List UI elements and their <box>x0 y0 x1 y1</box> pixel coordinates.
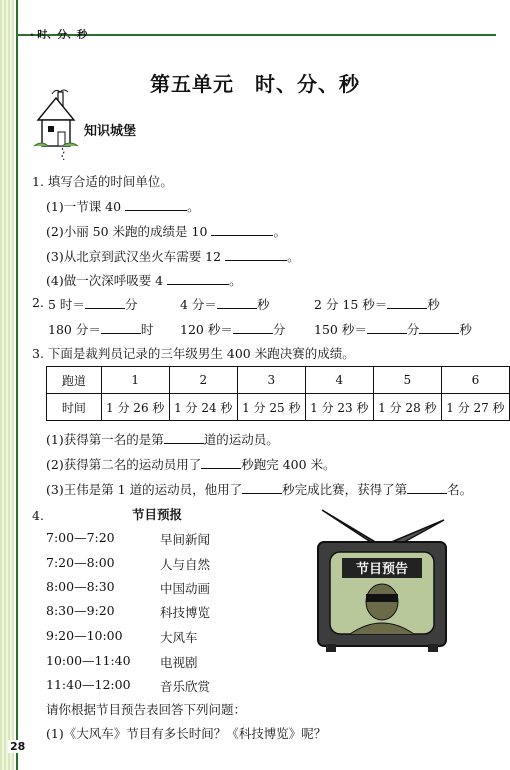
time-cell: 1 分 26 秒 <box>101 394 169 421</box>
lane-cell: 2 <box>169 367 237 394</box>
answer-blank[interactable] <box>85 297 125 309</box>
program-time: 11:40—12:00 <box>46 677 131 692</box>
answer-blank[interactable] <box>225 249 287 261</box>
q1-item-4: (4)做一次深呼吸要 4 。 <box>46 273 242 288</box>
q2-row2-b: 120 秒＝ 分 <box>180 322 286 337</box>
time-cell: 1 分 23 秒 <box>305 394 373 421</box>
row-header: 时间 <box>47 394 102 421</box>
program-name: 中国动画 <box>160 581 211 596</box>
margin-decoration <box>0 0 14 770</box>
answer-blank[interactable] <box>201 457 241 469</box>
unit-title: 第五单元 时、分、秒 <box>150 72 360 96</box>
q2-row1-c: 2 分 15 秒＝ 秒 <box>314 297 440 312</box>
q4-heading: 节目预报 <box>132 507 183 522</box>
television-icon <box>312 506 452 656</box>
time-cell: 1 分 24 秒 <box>169 394 237 421</box>
q1-stem: 1. 填写合适的时间单位。 <box>32 174 173 189</box>
q3-sub-1: (1)获得第一名的是第 道的运动员。 <box>46 432 279 447</box>
program-name: 音乐欣赏 <box>160 679 211 694</box>
program-name: 电视剧 <box>160 655 198 670</box>
lane-cell: 6 <box>441 367 509 394</box>
lane-cell: 5 <box>373 367 441 394</box>
answer-blank[interactable] <box>217 297 257 309</box>
castle-icon <box>32 88 80 160</box>
answer-blank[interactable] <box>211 224 273 236</box>
program-time: 8:00—8:30 <box>46 579 115 594</box>
lane-cell: 1 <box>101 367 169 394</box>
q4-sub-1: (1)《大风车》节目有多长时间？《科技博览》呢？ <box>46 726 327 741</box>
q4-number: 4. <box>32 508 44 523</box>
section-label: 知识城堡 <box>84 124 137 139</box>
q3-sub-2: (2)获得第二名的运动员用了 秒跑完 400 米。 <box>46 457 336 472</box>
page-number: 28 <box>10 740 26 753</box>
time-cell: 1 分 25 秒 <box>237 394 305 421</box>
program-time: 9:20—10:00 <box>46 628 123 643</box>
answer-blank[interactable] <box>101 322 141 334</box>
q2-row2-c: 150 秒＝ 分 秒 <box>314 322 472 337</box>
tv-screen-text: 节目预告 <box>355 562 409 577</box>
q2-number: 2. <box>32 295 44 310</box>
time-cell: 1 分 28 秒 <box>373 394 441 421</box>
q2-row1-a: 5 时＝ 分 <box>48 297 138 312</box>
race-results-table <box>46 366 510 421</box>
answer-blank[interactable] <box>233 322 273 334</box>
margin-line <box>16 0 18 770</box>
answer-blank[interactable] <box>419 322 459 334</box>
time-cell: 1 分 27 秒 <box>441 394 509 421</box>
answer-blank[interactable] <box>167 273 229 285</box>
program-name: 科技博览 <box>160 605 211 620</box>
answer-blank[interactable] <box>242 482 282 494</box>
program-name: 早间新闻 <box>160 532 211 547</box>
program-time: 7:00—7:20 <box>46 530 115 545</box>
program-time: 10:00—11:40 <box>46 653 131 668</box>
program-time: 7:20—8:00 <box>46 555 115 570</box>
answer-blank[interactable] <box>387 297 427 309</box>
running-header: · 时、分、秒 <box>30 30 88 41</box>
q1-item-1: (1)一节课 40 。 <box>46 199 200 214</box>
q3-stem: 3. 下面是裁判员记录的三年级男生 400 米跑决赛的成绩。 <box>32 346 355 361</box>
lane-cell: 4 <box>305 367 373 394</box>
row-header: 跑道 <box>47 367 102 394</box>
q1-item-3: (3)从北京到武汉坐火车需要 12 。 <box>46 249 300 264</box>
answer-blank[interactable] <box>164 432 204 444</box>
answer-blank[interactable] <box>367 322 407 334</box>
table-row <box>47 394 510 421</box>
q2-row1-b: 4 分＝ 秒 <box>180 297 270 312</box>
q2-row2-a: 180 分＝ 时 <box>48 322 154 337</box>
program-time: 8:30—9:20 <box>46 603 115 618</box>
q3-sub-3: (3)王伟是第 1 道的运动员，他用了 秒完成比赛，获得了第 名。 <box>46 482 473 497</box>
table-row <box>47 367 510 394</box>
q1-item-2: (2)小丽 50 米跑的成绩是 10 。 <box>46 224 286 239</box>
q4-instruction: 请你根据节目预告表回答下列问题： <box>46 702 247 717</box>
header-rule <box>16 34 496 36</box>
program-name: 人与自然 <box>160 557 211 572</box>
lane-cell: 3 <box>237 367 305 394</box>
answer-blank[interactable] <box>407 482 447 494</box>
answer-blank[interactable] <box>125 199 187 211</box>
program-name: 大风车 <box>160 630 198 645</box>
